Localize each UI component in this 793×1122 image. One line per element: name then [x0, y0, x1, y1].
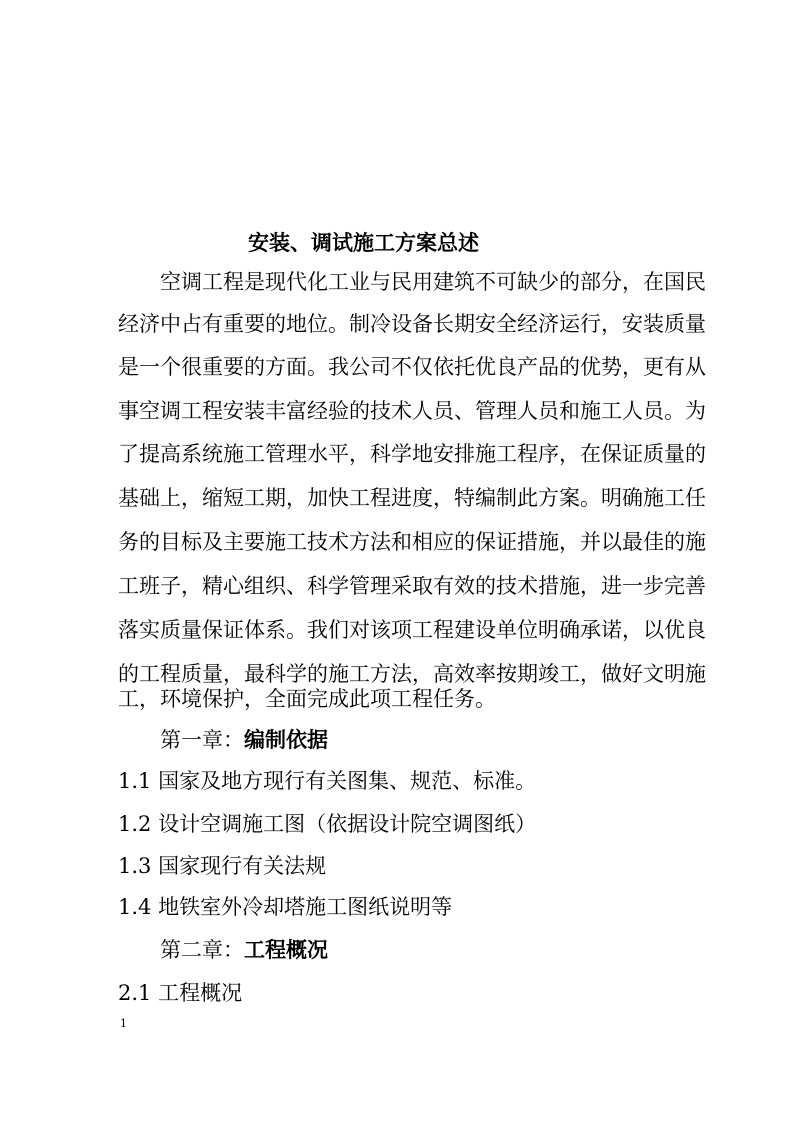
chapter-1-item: 1.4 地铁室外冷却塔施工图纸说明等 [118, 895, 453, 919]
chapter-1-item: 1.2 设计空调施工图（依据设计院空调图纸） [118, 812, 537, 836]
paragraph-line: 经济中占有重要的地位。制冷设备长期安全经济运行，安装质量 [118, 312, 706, 336]
paragraph-line: 空调工程是现代化工业与民用建筑不可缺少的部分，在国民 [160, 270, 706, 294]
chapter-2-heading [160, 937, 328, 963]
document-title: 安装、调试施工方案总述 [248, 230, 479, 255]
chapter-1-item: 1.3 国家现行有关法规 [118, 854, 327, 878]
paragraph-line: 是一个很重要的方面。我公司不仅依托优良产品的优势，更有从 [118, 355, 706, 379]
chapter-1-item: 1.1 国家及地方现行有关图集、规范、标准。 [118, 769, 537, 793]
chapter-1-heading [160, 727, 328, 753]
paragraph-line: 事空调工程安装丰富经验的技术人员、管理人员和施工人员。为 [118, 399, 706, 423]
chapter-1-title: 编制依据 [244, 727, 328, 752]
page-number: 1 [120, 1017, 127, 1030]
chapter-2-item: 2.1 工程概况 [118, 981, 243, 1005]
chapter-1-prefix: 第一章： [160, 728, 244, 752]
paragraph-line: 基础上，缩短工期，加快工程进度，特编制此方案。明确施工任 [118, 486, 706, 510]
paragraph-line: 的工程质量，最科学的施工方法，高效率按期竣工，做好文明施 [118, 662, 706, 686]
chapter-2-title: 工程概况 [244, 937, 328, 962]
paragraph-line: 工班子，精心组织、科学管理采取有效的技术措施，进一步完善 [118, 574, 706, 598]
paragraph-line: 工，环境保护，全面完成此项工程任务。 [118, 687, 496, 711]
paragraph-line: 落实质量保证体系。我们对该项工程建设单位明确承诺，以优良 [118, 618, 706, 642]
paragraph-line: 务的目标及主要施工技术方法和相应的保证措施，并以最佳的施 [118, 530, 706, 554]
chapter-2-prefix: 第二章： [160, 938, 244, 962]
paragraph-line: 了提高系统施工管理水平，科学地安排施工程序，在保证质量的 [118, 442, 706, 466]
